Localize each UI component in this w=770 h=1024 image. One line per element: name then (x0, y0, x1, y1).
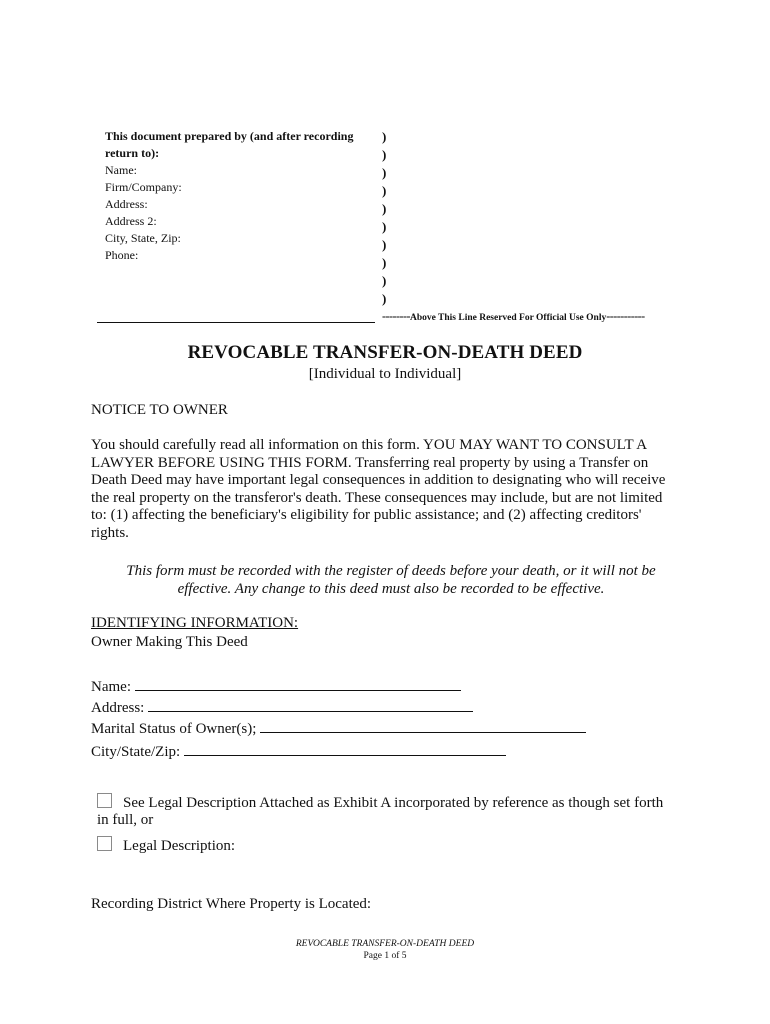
owner-address-field (91, 699, 473, 717)
notice-paragraph (91, 437, 676, 543)
owner-city-state-zip-field (91, 743, 506, 761)
exhibit-checkbox[interactable] (97, 793, 112, 808)
recording-requirement-note (91, 562, 691, 598)
official-dashes-right: ----------- (606, 309, 645, 323)
exhibit-option-label: See Legal Description Attached as Exhibit A incorporated by reference as though set forth (123, 795, 664, 811)
owner-address-blank[interactable] (148, 699, 473, 712)
paren-mark: ) (382, 129, 387, 144)
document-subtitle: [Individual to Individual] (308, 366, 462, 382)
marital-status-blank[interactable] (260, 720, 586, 733)
prepared-name-label: Name: (105, 163, 137, 177)
paren-mark: ) (382, 219, 387, 234)
official-use-text: Above This Line Reserved For Official Use Only (409, 313, 607, 323)
official-dashes-left: -------- (382, 309, 410, 323)
paren-mark: ) (382, 273, 387, 288)
paren-mark: ) (382, 201, 387, 216)
legal-description-checkbox[interactable] (97, 836, 112, 851)
prepared-firm-label: Firm/Company: (105, 180, 182, 194)
prepared-address-label: Address: (105, 197, 148, 211)
paren-mark: ) (382, 165, 387, 180)
legal-description-option (97, 836, 236, 856)
legal-description-label: Legal Description: (123, 838, 236, 854)
marital-status-label: Marital Status of Owner(s); (91, 721, 257, 737)
notice-line: You should carefully read all information on this form. YOU MAY WANT TO CONSULT A (91, 437, 648, 453)
page-footer (0, 938, 770, 962)
recording-note-line: effective. Any change to this deed must also be recorded to be effective. (177, 581, 605, 597)
notice-heading: NOTICE TO OWNER (91, 402, 228, 418)
identifying-info-heading: IDENTIFYING INFORMATION: (91, 615, 299, 631)
owner-address-label: Address: (91, 700, 145, 716)
recording-note-line: This form must be recorded with the register of deeds before your death, or it will not be (126, 563, 656, 579)
marital-status-field (91, 720, 586, 738)
notice-line: LAWYER BEFORE USING THIS FORM. Transferring real property by using a Transfer on (91, 454, 649, 471)
paren-mark: ) (382, 147, 387, 162)
prepared-city-state-zip-label: City, State, Zip: (105, 231, 181, 245)
notice-line: to: (1) affecting the beneficiary's eligibility for public assistance; and (2) affecting creditors' (91, 507, 642, 524)
footer-title: REVOCABLE TRANSFER-ON-DEATH DEED (295, 939, 475, 949)
prepared-by-block (105, 128, 380, 264)
official-use-line (382, 309, 645, 324)
prepared-by-heading: This document prepared by (and after recording (105, 129, 354, 143)
notice-line: rights. (91, 524, 129, 541)
owner-name-blank[interactable] (135, 678, 461, 691)
owner-city-state-zip-blank[interactable] (184, 743, 506, 756)
recording-district-label: Recording District Where Property is Located: (91, 896, 372, 912)
paren-mark: ) (382, 255, 387, 270)
exhibit-option-cont: in full, or (97, 812, 154, 828)
page-number: Page 1 of 5 (363, 951, 407, 961)
owner-name-field (91, 678, 461, 696)
owner-city-state-zip-label: City/State/Zip: (91, 744, 181, 760)
notice-line: the real property on the transferor's death. These consequences may include, but are not limited (91, 489, 663, 506)
prepared-phone-label: Phone: (105, 248, 139, 262)
exhibit-option (97, 793, 664, 813)
recording-divider-rule (97, 322, 375, 323)
document-title: REVOCABLE TRANSFER-ON-DEATH DEED (187, 342, 583, 363)
notice-line: Death Deed may have important legal consequences in addition to designating who will receive (91, 472, 666, 489)
paren-mark: ) (382, 291, 387, 306)
paren-column (382, 128, 386, 308)
paren-mark: ) (382, 183, 387, 198)
paren-mark: ) (382, 237, 387, 252)
prepared-address2-label: Address 2: (105, 214, 157, 228)
owner-subheading: Owner Making This Deed (91, 634, 248, 650)
prepared-by-heading-cont: return to): (105, 146, 160, 160)
owner-name-label: Name: (91, 679, 131, 695)
